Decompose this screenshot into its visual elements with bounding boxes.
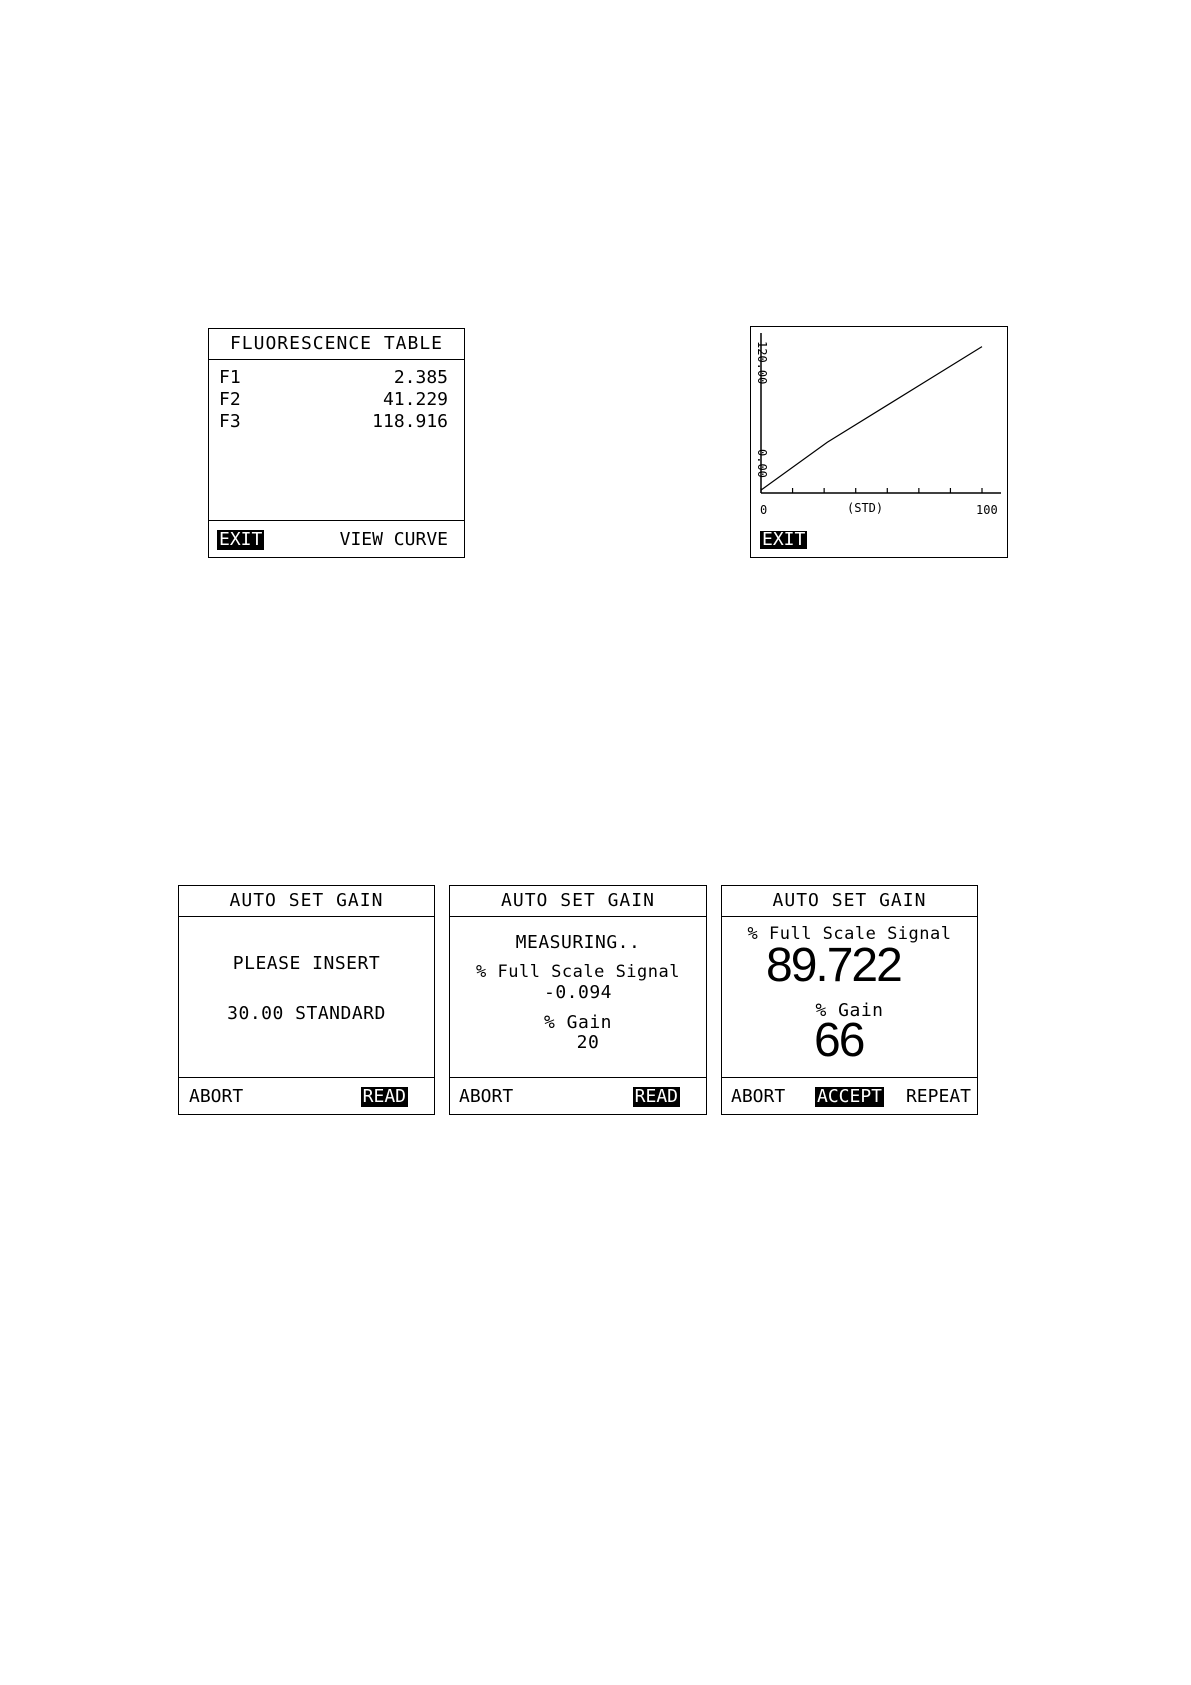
calibration-curve-chart: [751, 327, 1006, 556]
exit-button[interactable]: EXIT: [219, 529, 263, 550]
exit-button[interactable]: EXIT: [762, 529, 806, 550]
view-curve-button[interactable]: VIEW CURVE: [339, 529, 448, 550]
row-label: F3: [219, 411, 241, 432]
gain-value: 66: [814, 1014, 864, 1067]
gain-label: % Gain: [543, 1012, 613, 1033]
softkey-bar: [209, 520, 464, 557]
row-value: 41.229: [382, 389, 448, 410]
y-tick-label-low: 0.00: [755, 449, 769, 478]
read-button[interactable]: READ: [362, 1086, 406, 1107]
x-axis-title: (STD): [847, 501, 884, 515]
softkey-bar: [722, 1077, 977, 1114]
gain-value: 20: [576, 1032, 600, 1053]
signal-value: 89.722: [766, 939, 901, 992]
curve-screen: [750, 326, 1008, 558]
fluorescence-table-title: FLUORESCENCE TABLE: [209, 329, 464, 360]
table-row: [219, 411, 448, 433]
signal-label: % Full Scale Signal: [747, 924, 952, 944]
fluorescence-table-screen: [208, 328, 465, 558]
auto-gain-result-screen: [721, 885, 978, 1115]
abort-button[interactable]: ABORT: [189, 1086, 244, 1107]
abort-button[interactable]: ABORT: [459, 1086, 514, 1107]
read-button[interactable]: READ: [634, 1086, 678, 1107]
softkey-bar: [179, 1077, 434, 1114]
gain-label: % Gain: [815, 1000, 884, 1021]
auto-gain-measuring-screen: [449, 885, 707, 1115]
accept-button[interactable]: ACCEPT: [817, 1086, 883, 1107]
series-line: [761, 347, 982, 491]
signal-value: -0.094: [543, 982, 613, 1003]
table-row: [219, 389, 448, 411]
auto-gain-title: AUTO SET GAIN: [450, 886, 706, 917]
softkey-bar: [450, 1077, 706, 1114]
row-value: 118.916: [372, 411, 448, 432]
auto-gain-title: AUTO SET GAIN: [179, 886, 434, 917]
abort-button[interactable]: ABORT: [731, 1086, 786, 1107]
row-label: F1: [219, 367, 241, 388]
signal-label: % Full Scale Signal: [476, 962, 680, 982]
auto-gain-insert-screen: [178, 885, 435, 1115]
y-tick-label-top: 120.00: [755, 341, 769, 385]
table-row: [219, 367, 448, 389]
x-tick-label-left: 0: [760, 503, 768, 517]
auto-gain-title: AUTO SET GAIN: [722, 886, 977, 917]
repeat-button[interactable]: REPEAT: [905, 1086, 971, 1107]
row-label: F2: [219, 389, 241, 410]
row-value: 2.385: [393, 367, 448, 388]
measuring-status: MEASURING..: [515, 932, 641, 953]
x-tick-label-right: 100: [976, 503, 998, 517]
standard-value: 30.00 STANDARD: [227, 1003, 386, 1024]
insert-prompt: PLEASE INSERT: [232, 953, 381, 974]
